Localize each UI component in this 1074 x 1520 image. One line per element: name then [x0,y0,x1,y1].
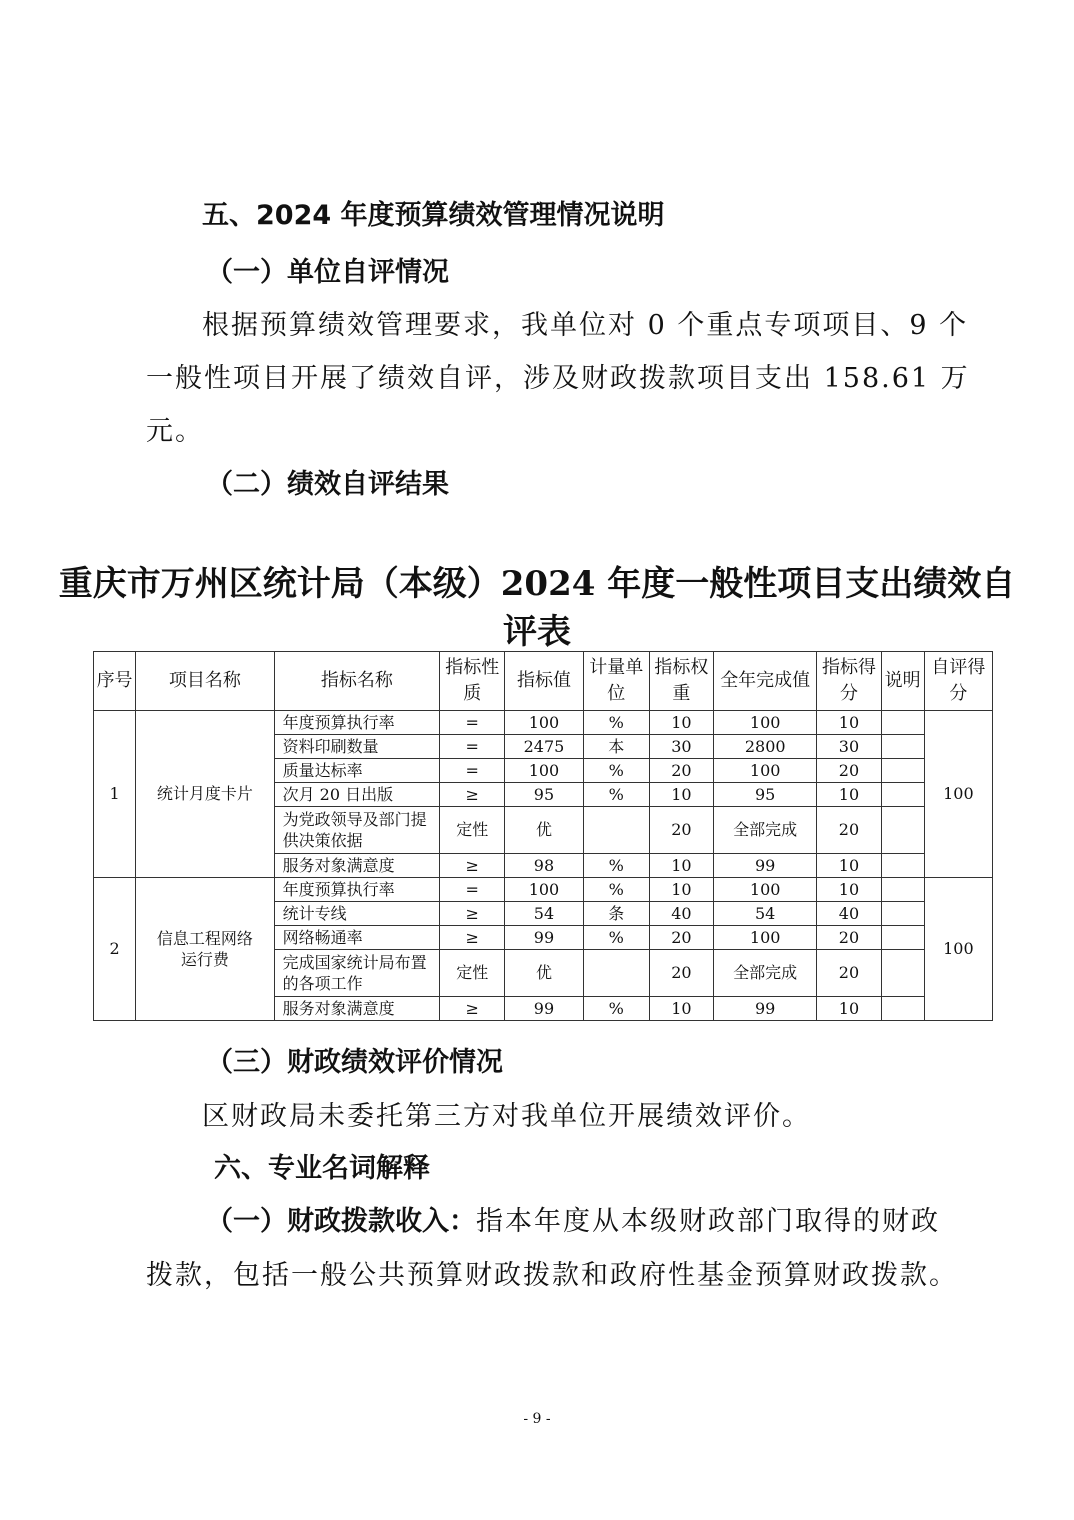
indicator-actual: 全部完成 [714,950,817,997]
indicator-unit: % [583,783,649,807]
indicator-actual: 100 [714,878,817,902]
project-number: 1 [94,711,136,878]
indicator-value: 100 [505,878,583,902]
indicator-note [881,878,924,902]
indicator-unit: % [583,878,649,902]
header-cell: 自评得分 [924,652,992,711]
indicator-name: 年度预算执行率 [274,878,440,902]
indicator-points: 10 [817,997,881,1021]
header-cell: 指标得分 [817,652,881,711]
section-heading: 六、专业名词解释 [214,1153,430,1184]
indicator-points: 30 [817,735,881,759]
indicator-nature: = [440,735,505,759]
table-title-line1: 重庆市万州区统计局（本级）2024 年度一般性项目支出绩效自 [58,564,1016,604]
header-cell: 指标性质 [440,652,505,711]
indicator-weight: 10 [649,711,713,735]
indicator-value: 99 [505,926,583,950]
header-cell: 项目名称 [136,652,274,711]
project-score: 100 [924,878,992,1021]
subsection-heading: （一）单位自评情况 [206,257,449,288]
indicator-name: 资料印刷数量 [274,735,440,759]
indicator-points: 40 [817,902,881,926]
indicator-points: 20 [817,759,881,783]
indicator-unit: % [583,759,649,783]
indicator-note [881,926,924,950]
subsection-heading: （二）绩效自评结果 [206,469,449,500]
indicator-unit: % [583,926,649,950]
indicator-actual: 99 [714,997,817,1021]
term-definition-line [206,1199,940,1238]
paragraph-line: 区财政局未委托第三方对我单位开展绩效评价。 [202,1101,811,1132]
indicator-note [881,759,924,783]
paragraph-line: 元。 [146,416,204,447]
table-row [94,878,993,902]
header-cell: 计量单位 [583,652,649,711]
indicator-name: 年度预算执行率 [274,711,440,735]
term-text: 指本年度从本级财政部门取得的财政 [476,1206,940,1237]
indicator-name: 服务对象满意度 [274,997,440,1021]
indicator-nature: ≥ [440,783,505,807]
indicator-weight: 20 [649,807,713,854]
indicator-name: 完成国家统计局布置的各项工作 [274,950,440,997]
table-title-line2: 评表 [503,612,571,652]
indicator-value: 99 [505,997,583,1021]
header-cell: 说明 [881,652,924,711]
indicator-weight: 10 [649,854,713,878]
indicator-actual: 95 [714,783,817,807]
indicator-unit [583,950,649,997]
indicator-weight: 20 [649,950,713,997]
indicator-actual: 100 [714,711,817,735]
paragraph-line: 根据预算绩效管理要求，我单位对 0 个重点专项项目、9 个 [202,310,969,341]
indicator-value: 54 [505,902,583,926]
indicator-nature: = [440,711,505,735]
indicator-name: 质量达标率 [274,759,440,783]
performance-evaluation-table [93,651,993,1021]
indicator-note [881,807,924,854]
indicator-actual: 100 [714,926,817,950]
indicator-nature: ≥ [440,902,505,926]
header-cell: 序号 [94,652,136,711]
indicator-points: 20 [817,950,881,997]
term-label: （一）财政拨款收入： [206,1206,476,1237]
header-cell: 指标权重 [649,652,713,711]
indicator-note [881,997,924,1021]
table-header-row [94,652,993,711]
indicator-weight: 20 [649,759,713,783]
indicator-note [881,950,924,997]
indicator-actual: 54 [714,902,817,926]
indicator-weight: 30 [649,735,713,759]
header-cell: 全年完成值 [714,652,817,711]
indicator-nature: ≥ [440,926,505,950]
indicator-value: 95 [505,783,583,807]
indicator-name: 为党政领导及部门提供决策依据 [274,807,440,854]
indicator-name: 网络畅通率 [274,926,440,950]
indicator-points: 20 [817,807,881,854]
indicator-unit: % [583,711,649,735]
indicator-points: 10 [817,711,881,735]
indicator-weight: 10 [649,878,713,902]
indicator-nature: = [440,878,505,902]
indicator-points: 20 [817,926,881,950]
indicator-weight: 20 [649,926,713,950]
indicator-actual: 99 [714,854,817,878]
indicator-value: 优 [505,950,583,997]
indicator-value: 100 [505,711,583,735]
indicator-nature: 定性 [440,807,505,854]
table-row [94,711,993,735]
section-heading: 五、2024 年度预算绩效管理情况说明 [202,200,665,231]
indicator-nature: 定性 [440,950,505,997]
paragraph-line: 一般性项目开展了绩效自评，涉及财政拨款项目支出 158.61 万 [146,363,970,394]
indicator-actual: 全部完成 [714,807,817,854]
project-number: 2 [94,878,136,1021]
indicator-value: 优 [505,807,583,854]
indicator-points: 10 [817,854,881,878]
indicator-actual: 100 [714,759,817,783]
indicator-unit: % [583,854,649,878]
indicator-weight: 40 [649,902,713,926]
indicator-points: 10 [817,878,881,902]
indicator-name: 次月 20 日出版 [274,783,440,807]
indicator-unit [583,807,649,854]
indicator-note [881,783,924,807]
paragraph-line: 拨款，包括一般公共预算财政拨款和政府性基金预算财政拨款。 [146,1260,958,1291]
indicator-note [881,902,924,926]
indicator-unit: 本 [583,735,649,759]
indicator-value: 100 [505,759,583,783]
indicator-value: 98 [505,854,583,878]
indicator-unit: % [583,997,649,1021]
subsection-heading: （三）财政绩效评价情况 [206,1047,503,1078]
indicator-note [881,854,924,878]
indicator-name: 服务对象满意度 [274,854,440,878]
page-number: - 9 - [523,1411,551,1427]
indicator-value: 2475 [505,735,583,759]
project-score: 100 [924,711,992,878]
indicator-note [881,735,924,759]
header-cell: 指标值 [505,652,583,711]
indicator-weight: 10 [649,783,713,807]
indicator-note [881,711,924,735]
indicator-unit: 条 [583,902,649,926]
indicator-points: 10 [817,783,881,807]
indicator-nature: ≥ [440,997,505,1021]
indicator-nature: ≥ [440,854,505,878]
header-cell: 指标名称 [274,652,440,711]
project-name: 统计月度卡片 [136,711,274,878]
project-name: 信息工程网络运行费 [136,878,274,1021]
indicator-weight: 10 [649,997,713,1021]
indicator-name: 统计专线 [274,902,440,926]
indicator-nature: = [440,759,505,783]
indicator-actual: 2800 [714,735,817,759]
